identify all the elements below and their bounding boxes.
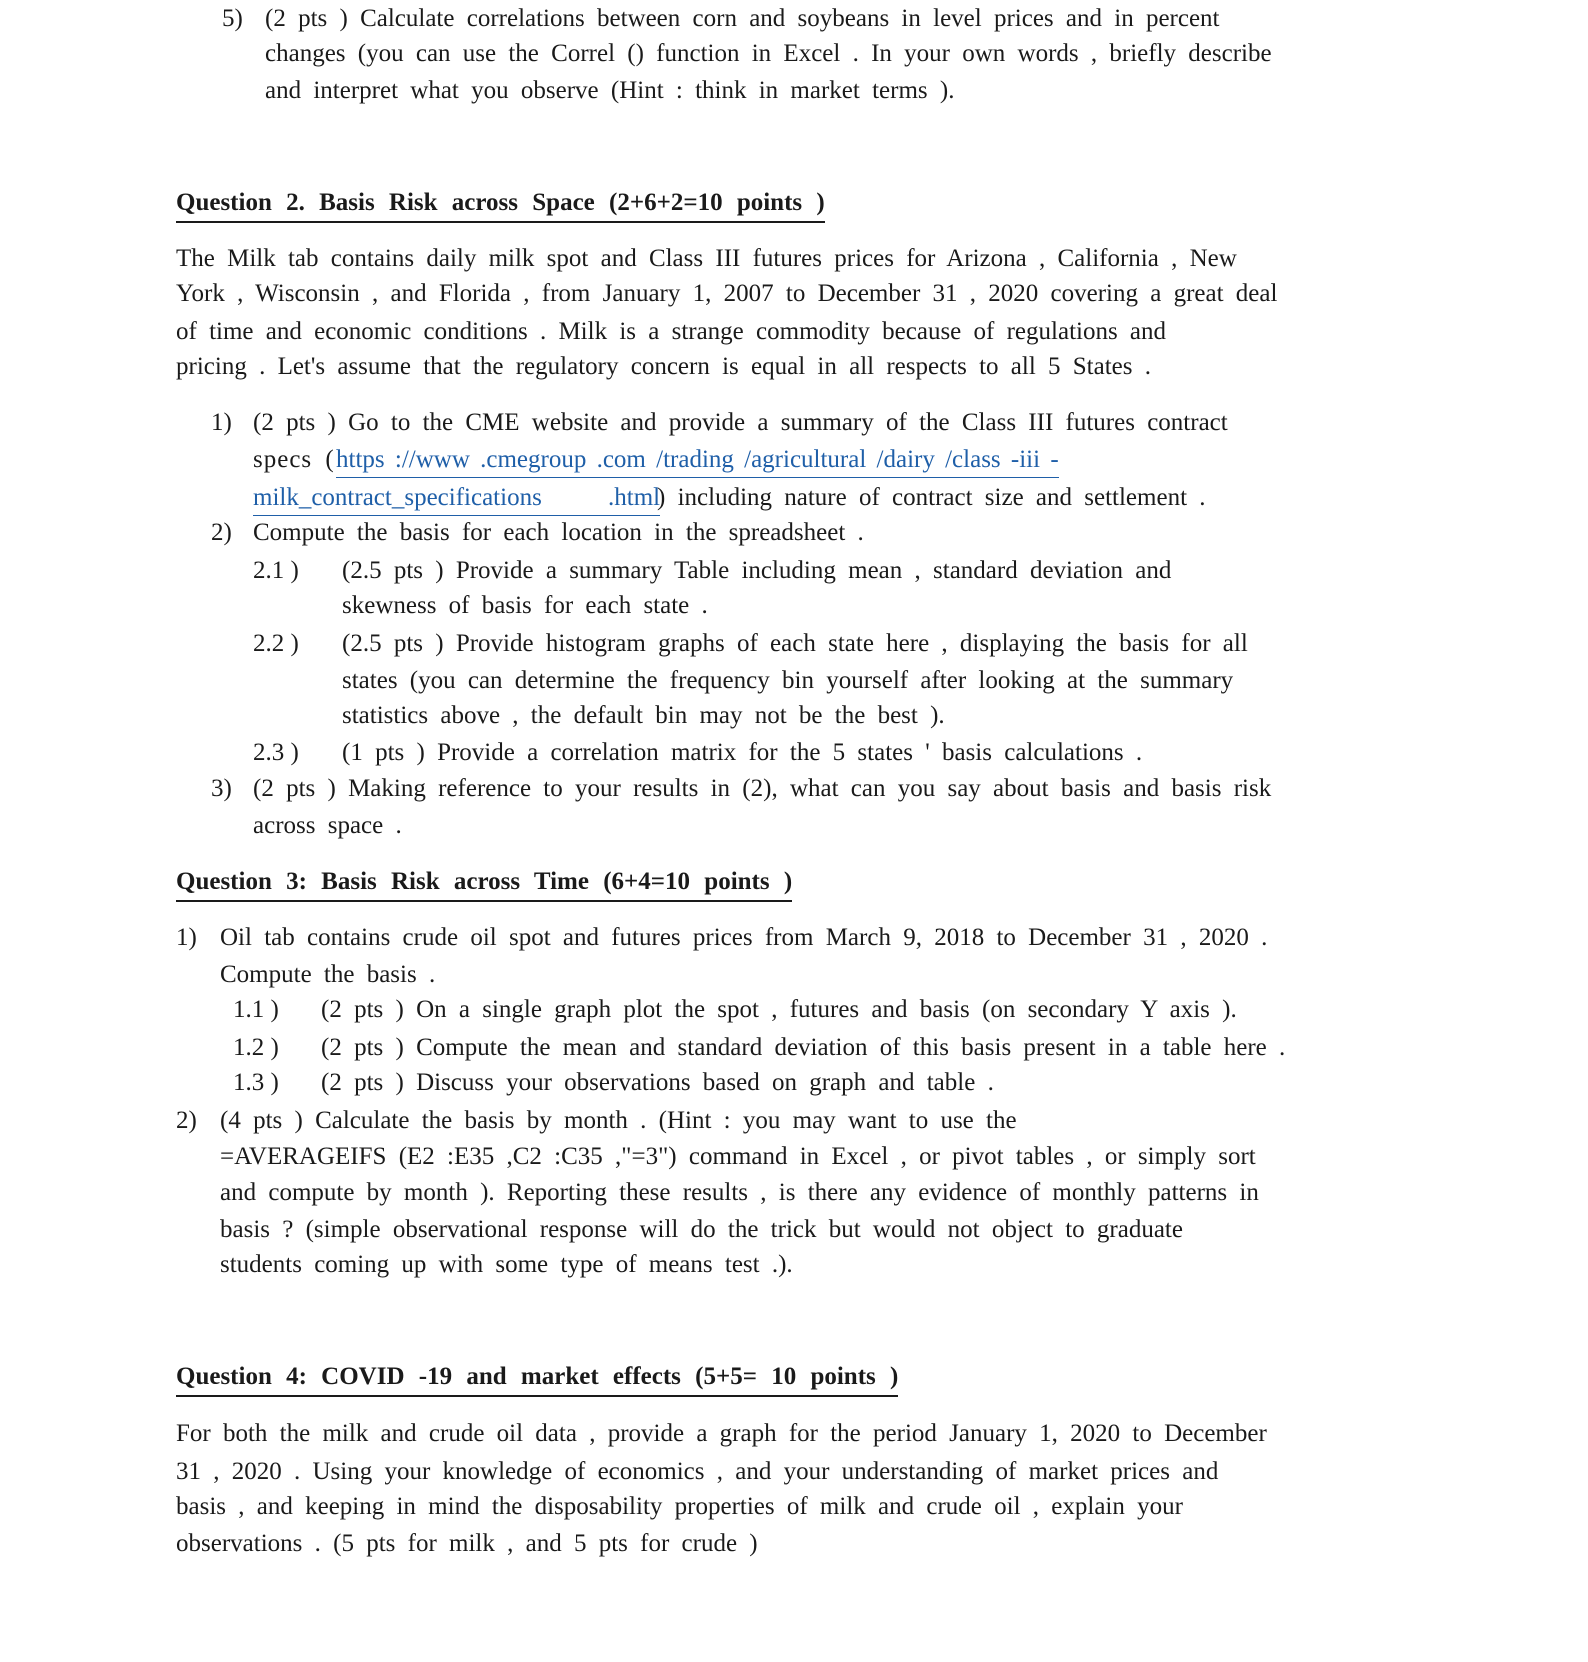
q2-intro-line: The Milk tab contains daily milk spot and Class III futures prices for Arizona , California , New bbox=[176, 245, 1237, 272]
q1-item5-line: changes (you can use the Correl () function in Excel . In your own words , briefly describe bbox=[265, 40, 1272, 67]
q4-line: observations . (5 pts for milk , and 5 pts for crude ) bbox=[176, 1530, 758, 1557]
q2-intro-line: pricing . Let's assume that the regulatory concern is equal in all respects to all 5 States . bbox=[176, 353, 1151, 380]
q2-sub1-number: 2.1 ) bbox=[253, 557, 299, 584]
q2-item1-specs-prefix: specs ( bbox=[253, 446, 335, 473]
q3-sub1-number: 1.1 ) bbox=[233, 996, 279, 1023]
q2-sub2-line: states (you can determine the frequency bin yourself after looking at the summary bbox=[342, 667, 1234, 694]
q3-item2-line: students coming up with some type of means test .). bbox=[220, 1251, 793, 1278]
q4-line: basis , and keeping in mind the disposability properties of milk and crude oil , explain your bbox=[176, 1493, 1183, 1520]
q1-item5-line: and interpret what you observe (Hint : think in market terms ). bbox=[265, 77, 955, 104]
q2-sub3-line: (1 pts ) Provide a correlation matrix for the 5 states ' basis calculations . bbox=[342, 739, 1143, 766]
q2-item1-line: ) including nature of contract size and settlement . bbox=[657, 484, 1206, 511]
q3-item1-number: 1) bbox=[176, 924, 197, 951]
q2-sub1-line: skewness of basis for each state . bbox=[342, 592, 708, 619]
q3-sub2-text: (2 pts ) Compute the mean and standard deviation of this basis present in a table here . bbox=[321, 1034, 1286, 1061]
q4-heading: Question 4: COVID -19 and market effects (5+5= 10 points ) bbox=[176, 1364, 898, 1397]
q2-sub1-line: (2.5 pts ) Provide a summary Table including mean , standard deviation and bbox=[342, 557, 1172, 584]
q3-heading: Question 3: Basis Risk across Time (6+4=10 points ) bbox=[176, 869, 792, 902]
q2-sub2-line: (2.5 pts ) Provide histogram graphs of each state here , displaying the basis for all bbox=[342, 630, 1248, 657]
q2-item3-line: across space . bbox=[253, 812, 402, 839]
q3-item2-number: 2) bbox=[176, 1107, 197, 1134]
q2-item2-text: Compute the basis for each location in the spreadsheet . bbox=[253, 519, 864, 546]
q4-line: For both the milk and crude oil data , provide a graph for the period January 1, 2020 to December bbox=[176, 1420, 1267, 1447]
cme-link-part1[interactable]: https ://www .cmegroup .com /trading /agricultural /dairy /class -iii - bbox=[336, 447, 1059, 478]
q2-item1-number: 1) bbox=[211, 409, 232, 436]
q2-sub2-line: statistics above , the default bin may not be the best ). bbox=[342, 702, 945, 729]
q2-item1-line: (2 pts ) Go to the CME website and provide a summary of the Class III futures contract bbox=[253, 409, 1228, 436]
cme-link-part2[interactable]: milk_contract_specifications .html bbox=[253, 485, 660, 516]
q2-sub2-number: 2.2 ) bbox=[253, 630, 299, 657]
q2-intro-line: York , Wisconsin , and Florida , from January 1, 2007 to December 31 , 2020 covering a great deal bbox=[176, 280, 1278, 307]
q3-sub3-number: 1.3 ) bbox=[233, 1069, 279, 1096]
q1-item5-line: (2 pts ) Calculate correlations between corn and soybeans in level prices and in percent bbox=[265, 5, 1220, 32]
q4-line: 31 , 2020 . Using your knowledge of economics , and your understanding of market prices and bbox=[176, 1458, 1219, 1485]
q2-item3-line: (2 pts ) Making reference to your results in (2), what can you say about basis and basis risk bbox=[253, 775, 1272, 802]
q3-sub2-number: 1.2 ) bbox=[233, 1034, 279, 1061]
q3-sub3-text: (2 pts ) Discuss your observations based on graph and table . bbox=[321, 1069, 994, 1096]
q2-intro-line: of time and economic conditions . Milk is a strange commodity because of regulations and bbox=[176, 318, 1167, 345]
q2-heading: Question 2. Basis Risk across Space (2+6+2=10 points ) bbox=[176, 190, 825, 223]
q3-item2-line: and compute by month ). Reporting these results , is there any evidence of monthly patterns in bbox=[220, 1179, 1259, 1206]
q3-item2-line: basis ? (simple observational response will do the trick but would not object to graduate bbox=[220, 1216, 1183, 1243]
q3-item1-line: Oil tab contains crude oil spot and futures prices from March 9, 2018 to December 31 , 2020 . bbox=[220, 924, 1268, 951]
q1-item5-number: 5) bbox=[222, 5, 243, 32]
q3-sub1-text: (2 pts ) On a single graph plot the spot , futures and basis (on secondary Y axis ). bbox=[321, 996, 1237, 1023]
q2-sub3-number: 2.3 ) bbox=[253, 739, 299, 766]
q3-item2-line: =AVERAGEIFS (E2 :E35 ,C2 :C35 ,"=3") command in Excel , or pivot tables , or simply sort bbox=[220, 1143, 1256, 1170]
q2-item3-number: 3) bbox=[211, 775, 232, 802]
q3-item1-line: Compute the basis . bbox=[220, 961, 436, 988]
q3-item2-line: (4 pts ) Calculate the basis by month . (Hint : you may want to use the bbox=[220, 1107, 1017, 1134]
q2-item2-number: 2) bbox=[211, 519, 232, 546]
